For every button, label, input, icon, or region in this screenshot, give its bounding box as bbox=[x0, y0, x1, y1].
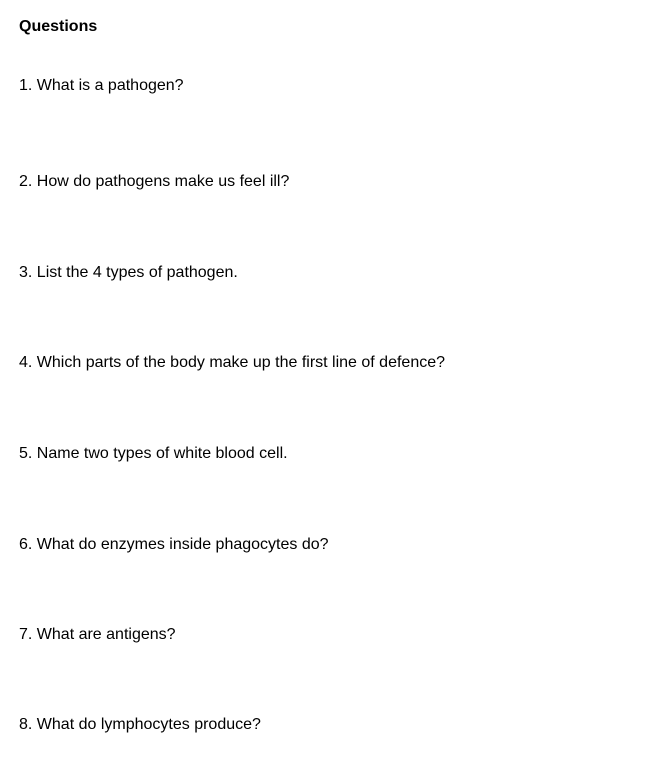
questions-heading: Questions bbox=[19, 18, 98, 35]
question-item: 7. What are antigens? bbox=[19, 626, 176, 643]
question-item: 4. Which parts of the body make up the first line of defence? bbox=[19, 354, 446, 371]
question-item: 3. List the 4 types of pathogen. bbox=[19, 264, 238, 281]
question-item: 1. What is a pathogen? bbox=[19, 77, 184, 94]
question-item: 6. What do enzymes inside phagocytes do? bbox=[19, 536, 329, 553]
question-item: 8. What do lymphocytes produce? bbox=[19, 716, 261, 733]
question-item: 2. How do pathogens make us feel ill? bbox=[19, 173, 290, 190]
question-item: 5. Name two types of white blood cell. bbox=[19, 445, 288, 462]
